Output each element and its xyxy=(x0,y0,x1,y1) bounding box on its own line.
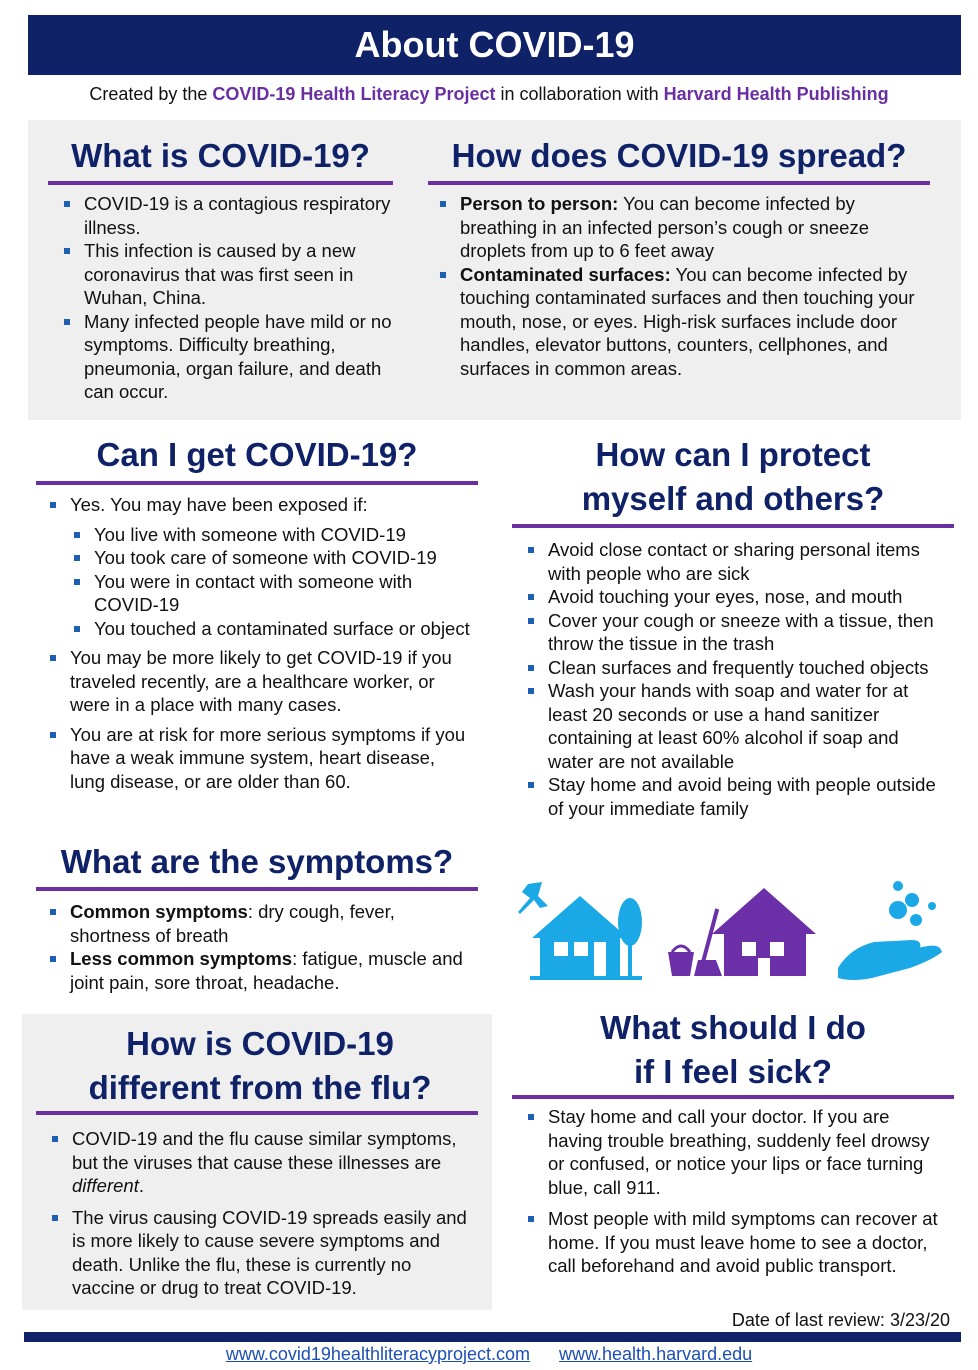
symptom-label: Less common symptoms xyxy=(70,948,293,969)
flu-item1-text: COVID-19 and the flu cause similar symptoms, but the viruses that cause these illnesses are xyxy=(72,1128,457,1173)
list-item: Avoid close contact or sharing personal items with people who are sick xyxy=(526,538,946,585)
list-item: Stay home and avoid being with people outside of your immediate family xyxy=(526,773,946,820)
protect-heading xyxy=(512,433,954,521)
flu-item1-emphasis: different xyxy=(72,1175,139,1196)
list-item: The virus causing COVID-19 spreads easily and is more likely to cause severe symptoms and death. Unlike the flu, these is currently no vaccine or drug to treat COVID-19. xyxy=(50,1206,470,1300)
flu-heading-line2: different from the flu? xyxy=(88,1069,432,1106)
flu-list xyxy=(50,1127,470,1300)
footer-links xyxy=(0,1344,978,1365)
flu-item1-end: . xyxy=(138,1175,144,1196)
symptom-text: : fatigue, muscle and joint pain, sore throat, headache. xyxy=(70,948,463,993)
page-title: About COVID-19 xyxy=(28,15,961,75)
list-item: COVID-19 is a contagious respiratory illness. xyxy=(62,192,397,239)
sub-list-item: You live with someone with COVID-19 xyxy=(72,523,473,547)
protect-rule xyxy=(512,524,954,528)
cleaning-house-icon xyxy=(668,888,816,976)
footer-bar xyxy=(24,1332,961,1342)
symptoms-heading: What are the symptoms? xyxy=(60,843,454,880)
list-item: This infection is caused by a new coronavirus that was first seen in Wuhan, China. xyxy=(62,239,397,310)
what-is-rule xyxy=(48,181,393,185)
spread-list xyxy=(438,192,928,380)
flu-rule xyxy=(36,1111,478,1115)
symptoms-list xyxy=(48,900,468,994)
sick-heading-line2: if I feel sick? xyxy=(633,1053,833,1090)
sick-heading-line1: What should I do xyxy=(600,1009,866,1046)
list-item: Many infected people have mild or no symptoms. Difficulty breathing, pneumonia, organ failure, and death can occur. xyxy=(62,310,397,404)
can-i-get-rule xyxy=(36,481,478,485)
list-item: You may be more likely to get COVID-19 if you traveled recently, are a healthcare worker, or were in a place with many cases. xyxy=(48,646,473,717)
prevention-icons xyxy=(512,876,957,986)
symptom-label: Common symptoms xyxy=(70,901,248,922)
flu-heading xyxy=(40,1022,480,1110)
credit-line xyxy=(0,84,978,105)
sub-list-item: You were in contact with someone with COVID-19 xyxy=(72,570,473,617)
harvard-health-link[interactable]: www.health.harvard.edu xyxy=(559,1344,753,1364)
can-i-get-list xyxy=(48,493,473,793)
sub-list-item: You touched a contaminated surface or object xyxy=(72,617,473,641)
list-item: Cover your cough or sneeze with a tissue, then throw the tissue in the trash xyxy=(526,609,946,656)
what-is-list xyxy=(62,192,397,404)
spread-label: Contaminated surfaces: xyxy=(460,263,671,285)
list-item xyxy=(48,493,473,640)
symptom-text: : dry cough, fever, shortness of breath xyxy=(70,901,395,946)
credit-org-harvard: Harvard Health Publishing xyxy=(663,84,889,104)
flu-heading-line1: How is COVID-19 xyxy=(126,1025,394,1062)
list-item: Stay home and call your doctor. If you are having trouble breathing, suddenly feel drowsy or confused, or notice your lips or face turning blue, call 911. xyxy=(526,1105,946,1199)
list-item: Clean surfaces and frequently touched objects xyxy=(526,656,946,680)
review-date: Date of last review: 3/23/20 xyxy=(731,1310,950,1330)
list-item xyxy=(438,263,928,381)
protect-heading-line2: myself and others? xyxy=(581,480,885,517)
hand-soap-icon xyxy=(838,881,942,980)
list-item: Avoid touching your eyes, nose, and mouth xyxy=(526,585,946,609)
literacy-project-link[interactable]: www.covid19healthliteracyproject.com xyxy=(225,1344,530,1364)
list-item xyxy=(438,192,928,263)
spread-rule xyxy=(428,181,930,185)
list-item xyxy=(48,900,468,947)
house-pin-icon xyxy=(518,882,642,980)
list-item xyxy=(48,947,468,994)
protect-list xyxy=(526,538,946,820)
can-i-get-heading: Can I get COVID-19? xyxy=(96,436,418,473)
spread-text: You can become infected by touching contaminated surfaces and then touching your mouth, nose, or eyes. High-risk surfaces include door handles, elevator buttons, counters, cellphones, and surfaces in common areas. xyxy=(460,263,915,379)
protect-heading-line1: How can I protect xyxy=(595,436,871,473)
symptoms-rule xyxy=(36,887,478,891)
credit-org-literacy: COVID-19 Health Literacy Project xyxy=(212,84,496,104)
credit-mid: in collaboration with xyxy=(495,84,664,104)
list-item: Wash your hands with soap and water for at least 20 seconds or use a hand sanitizer containing at least 60% alcohol if soap and water are not available xyxy=(526,679,946,773)
sick-rule xyxy=(512,1095,954,1099)
spread-label: Person to person: xyxy=(460,193,619,214)
list-item: You are at risk for more serious symptoms if you have a weak immune system, heart disease, lung disease, or are older than 60. xyxy=(48,723,473,794)
sick-list xyxy=(526,1105,946,1278)
what-is-heading: What is COVID-19? xyxy=(71,137,370,174)
can-i-get-intro: Yes. You may have been exposed if: xyxy=(70,494,368,515)
exposure-sublist xyxy=(70,523,473,641)
list-item xyxy=(50,1127,470,1198)
sub-list-item: You took care of someone with COVID-19 xyxy=(72,546,473,570)
spread-heading: How does COVID-19 spread? xyxy=(451,137,907,174)
credit-prefix: Created by the xyxy=(89,84,213,104)
spread-text: You can become infected by breathing in an infected person’s cough or sneeze droplets from up to 6 feet away xyxy=(460,193,869,261)
list-item: Most people with mild symptoms can recover at home. If you must leave home to see a doctor, call beforehand and avoid public transport. xyxy=(526,1207,946,1278)
sick-heading xyxy=(512,1006,954,1094)
